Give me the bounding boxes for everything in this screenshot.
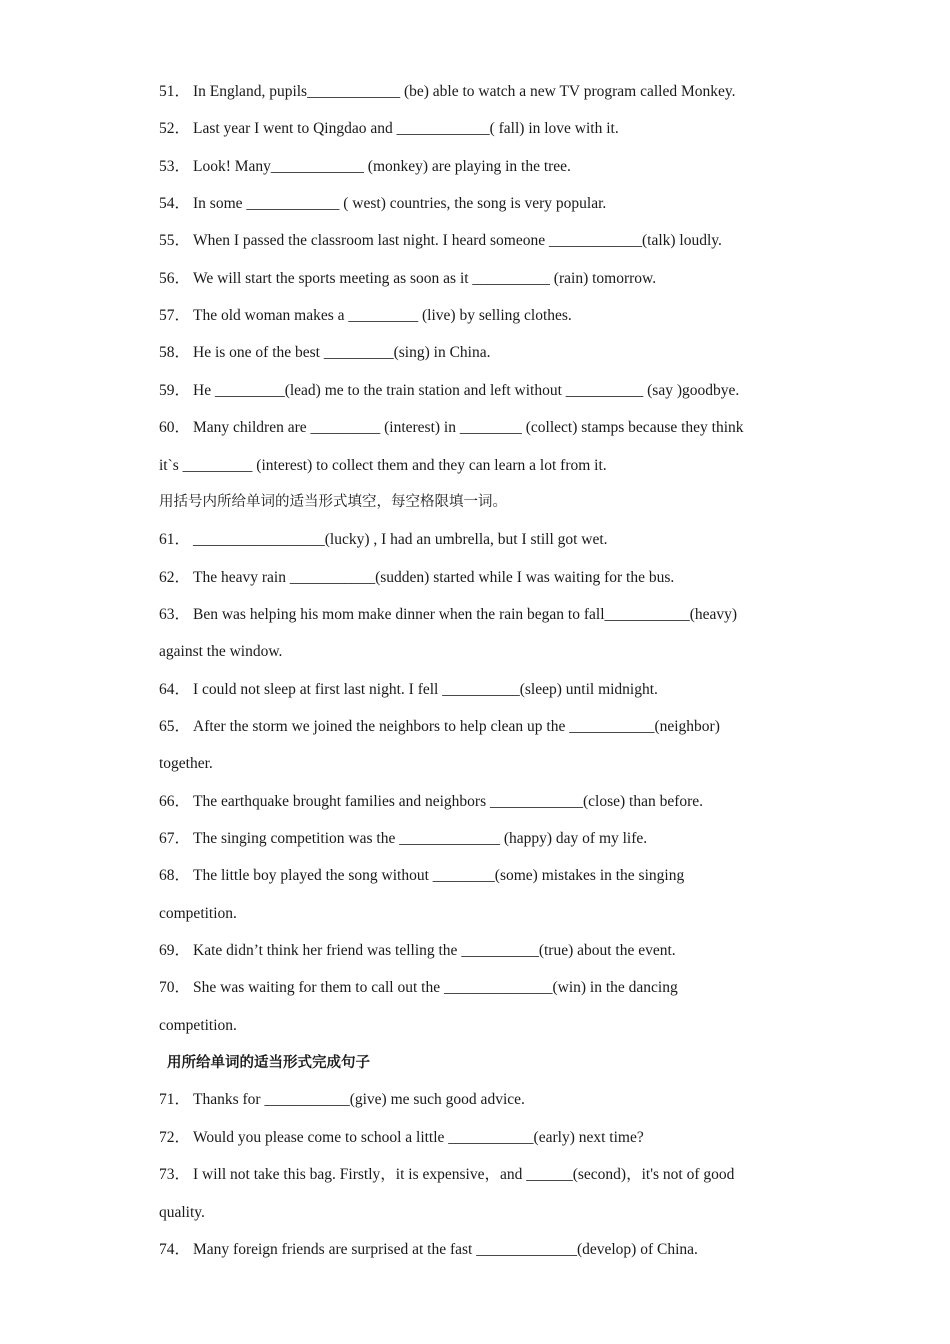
question-text: Many children are _________ (interest) in ________ (collect) stamps because they think [193,419,744,436]
question-number: 69． [159,942,191,959]
question-number: 72． [159,1129,191,1146]
question-text: Last year I went to Qingdao and ____________( fall) in love with it. [193,120,619,137]
question-53 [159,157,799,177]
question-56 [159,269,799,289]
question-text: Many foreign friends are surprised at the fast _____________(develop) of China. [193,1241,698,1258]
question-text: The little boy played the song without ________(some) mistakes in the singing [193,867,685,884]
question-text: The heavy rain ___________(sudden) started while I was waiting for the bus. [193,569,675,586]
section-instruction [159,492,799,512]
question-number: 61． [159,531,191,548]
question-67 [159,829,799,849]
question-text: quality. [159,1204,205,1221]
question-57 [159,306,799,326]
question-65-continued [159,754,799,774]
instruction-text: 用括号内所给单词的适当形式填空，每空格限填一词。 [159,494,507,510]
question-number: 66． [159,793,191,810]
question-54 [159,194,799,214]
question-59 [159,381,799,401]
question-text: The singing competition was the _____________ (happy) day of my life. [193,830,648,847]
question-51 [159,82,799,102]
question-text: _________________(lucky) , I had an umbrella, but I still got wet. [193,531,608,548]
question-text: In England, pupils____________ (be) able to watch a new TV program called Monkey. [193,83,736,100]
question-73-continued [159,1203,799,1223]
question-number: 54． [159,195,191,212]
question-number: 71． [159,1091,191,1108]
question-60 [159,418,799,438]
question-text: competition. [159,905,237,922]
question-number: 73． [159,1166,191,1183]
question-68-continued [159,904,799,924]
question-text: After the storm we joined the neighbors to help clean up the ___________(neighbor) [193,718,720,735]
question-number: 63． [159,606,191,623]
question-58 [159,343,799,363]
question-number: 53． [159,158,191,175]
question-text: I will not take this bag. Firstly，it is expensive，and ______(second)，it's not of good [193,1166,735,1183]
question-text: We will start the sports meeting as soon as it __________ (rain) tomorrow. [193,270,657,287]
question-62 [159,568,799,588]
question-68 [159,866,799,886]
question-64 [159,680,799,700]
section-heading [167,1053,807,1073]
question-73 [159,1165,799,1185]
question-text: against the window. [159,643,283,660]
question-text: He _________(lead) me to the train station and left without __________ (say )goodbye. [193,382,740,399]
question-number: 68． [159,867,191,884]
question-number: 56． [159,270,191,287]
question-63-continued [159,642,799,662]
question-text: The earthquake brought families and neighbors ____________(close) than before. [193,793,704,810]
question-60-continued [159,456,799,476]
question-text: The old woman makes a _________ (live) by selling clothes. [193,307,572,324]
question-text: She was waiting for them to call out the ______________(win) in the dancing [193,979,678,996]
question-number: 67． [159,830,191,847]
question-number: 52． [159,120,191,137]
question-65 [159,717,799,737]
question-70 [159,978,799,998]
question-71 [159,1090,799,1110]
question-text: Would you please come to school a little ___________(early) next time? [193,1129,644,1146]
question-55 [159,231,799,251]
question-number: 74． [159,1241,191,1258]
question-number: 59． [159,382,191,399]
question-number: 55． [159,232,191,249]
question-text: He is one of the best _________(sing) in China. [193,344,491,361]
question-number: 64． [159,681,191,698]
question-70-continued [159,1016,799,1036]
question-text: Ben was helping his mom make dinner when the rain began to fall___________(heavy) [193,606,738,623]
question-52 [159,119,799,139]
question-text: Kate didn’t think her friend was telling the __________(true) about the event. [193,942,676,959]
question-number: 58． [159,344,191,361]
question-number: 70． [159,979,191,996]
heading-text: 用所给单词的适当形式完成句子 [167,1055,370,1071]
question-text: I could not sleep at first last night. I fell __________(sleep) until midnight. [193,681,658,698]
question-text: Thanks for ___________(give) me such good advice. [193,1091,525,1108]
question-66 [159,792,799,812]
question-72 [159,1128,799,1148]
question-number: 51． [159,83,191,100]
question-63 [159,605,799,625]
question-69 [159,941,799,961]
question-61 [159,530,799,550]
question-text: competition. [159,1017,237,1034]
question-number: 65． [159,718,191,735]
question-text: it`s _________ (interest) to collect them and they can learn a lot from it. [159,457,607,474]
question-text: Look! Many____________ (monkey) are playing in the tree. [193,158,571,175]
question-74 [159,1240,799,1260]
question-number: 57． [159,307,191,324]
question-number: 62． [159,569,191,586]
question-number: 60． [159,419,191,436]
question-text: together. [159,755,213,772]
question-text: When I passed the classroom last night. I heard someone ____________(talk) loudly. [193,232,722,249]
question-text: In some ____________ ( west) countries, the song is very popular. [193,195,607,212]
